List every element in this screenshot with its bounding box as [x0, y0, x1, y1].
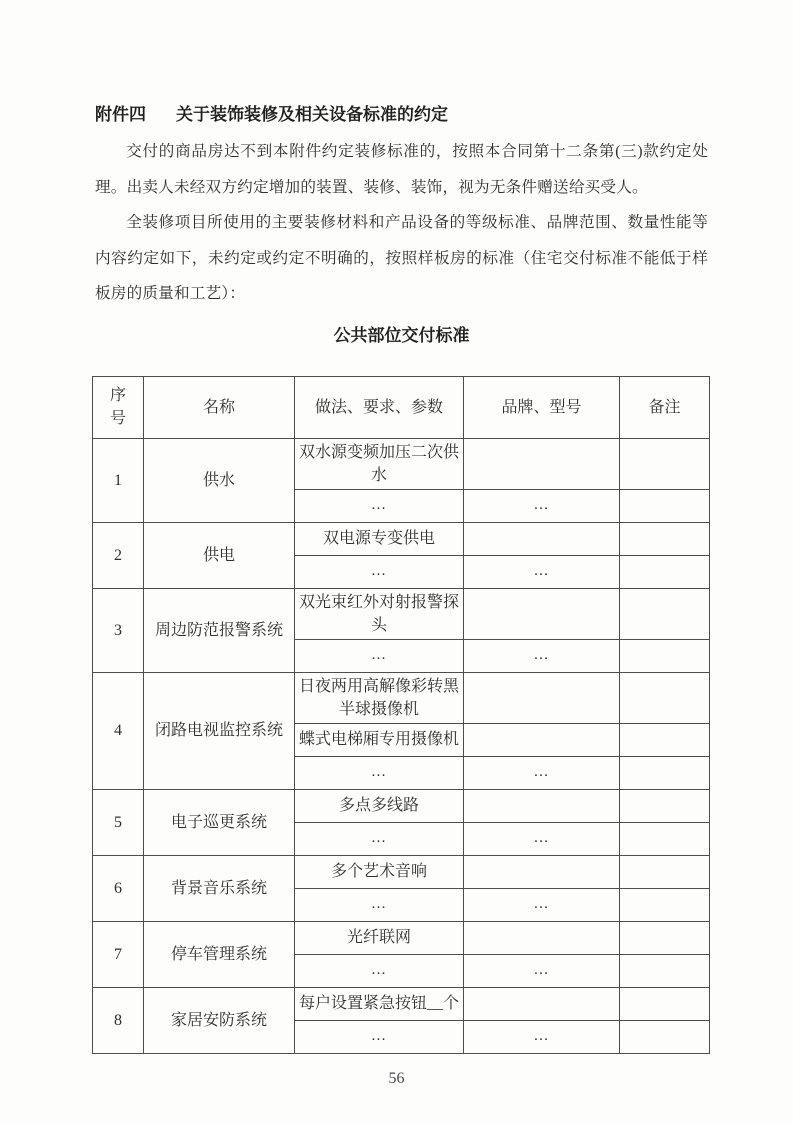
method-cell: 多点多线路: [295, 789, 464, 822]
method-cell: 蝶式电梯厢专用摄像机: [295, 723, 464, 756]
method-cell: 光纤联网: [295, 921, 464, 954]
note-cell: [620, 756, 710, 789]
note-cell: [620, 888, 710, 921]
method-cell: …: [295, 1020, 464, 1053]
method-cell: …: [295, 954, 464, 987]
standards-table: [92, 376, 710, 1054]
note-cell: [620, 639, 710, 672]
paragraph-delivery-standard: 交付的商品房达不到本附件约定装修标准的，按照本合同第十二条第(三)款约定处理。出卖人未经双方约定增加的装置、装修、装饰，视为无条件赠送给买受人。: [95, 143, 708, 196]
method-cell: 双电源专变供电: [295, 522, 464, 555]
brand-cell: [464, 987, 620, 1020]
note-cell: [620, 588, 710, 639]
name-cell: 停车管理系统: [144, 921, 295, 987]
note-cell: [620, 822, 710, 855]
brand-cell: [464, 921, 620, 954]
name-cell: 家居安防系统: [144, 987, 295, 1053]
brand-cell: …: [464, 888, 620, 921]
brand-cell: …: [464, 954, 620, 987]
brand-cell: [464, 438, 620, 489]
brand-cell: …: [464, 555, 620, 588]
note-cell: [620, 723, 710, 756]
note-cell: [620, 555, 710, 588]
brand-cell: [464, 522, 620, 555]
brand-cell: …: [464, 756, 620, 789]
serial-cell: 4: [93, 672, 144, 789]
name-cell: 供电: [144, 522, 295, 588]
header-method: 做法、要求、参数: [295, 376, 464, 438]
table-row: [93, 672, 710, 723]
serial-cell: 2: [93, 522, 144, 588]
note-cell: [620, 855, 710, 888]
brand-cell: …: [464, 639, 620, 672]
brand-cell: [464, 789, 620, 822]
note-cell: [620, 987, 710, 1020]
method-cell: 日夜两用高解像彩转黑半球摄像机: [295, 672, 464, 723]
name-cell: 周边防范报警系统: [144, 588, 295, 672]
serial-cell: 6: [93, 855, 144, 921]
note-cell: [620, 438, 710, 489]
table-row: [93, 438, 710, 489]
brand-cell: …: [464, 1020, 620, 1053]
method-cell: 多个艺术音响: [295, 855, 464, 888]
name-cell: 闭路电视监控系统: [144, 672, 295, 789]
header-name: 名称: [144, 376, 295, 438]
table-row: [93, 987, 710, 1020]
attachment-title: 关于装饰装修及相关设备标准的约定: [176, 105, 448, 124]
brand-cell: …: [464, 822, 620, 855]
page-number: 56: [388, 1070, 405, 1087]
serial-cell: 5: [93, 789, 144, 855]
table-row: [93, 855, 710, 888]
brand-cell: [464, 588, 620, 639]
table-title: 公共部位交付标准: [333, 325, 470, 345]
attachment-label: 附件四: [95, 105, 146, 124]
serial-cell: 1: [93, 438, 144, 522]
name-cell: 供水: [144, 438, 295, 522]
note-cell: [620, 1020, 710, 1053]
header-serial: 序 号: [93, 376, 144, 438]
note-cell: [620, 789, 710, 822]
name-cell: 背景音乐系统: [144, 855, 295, 921]
note-cell: [620, 522, 710, 555]
serial-cell: 3: [93, 588, 144, 672]
note-cell: [620, 954, 710, 987]
table-row: [93, 789, 710, 822]
serial-cell: 7: [93, 921, 144, 987]
attachment-heading: [95, 102, 708, 128]
note-cell: [620, 921, 710, 954]
header-remark: 备注: [620, 376, 710, 438]
method-cell: …: [295, 489, 464, 522]
doc-content: [95, 102, 708, 1054]
header-brand: 品牌、型号: [464, 376, 620, 438]
table-row: [93, 522, 710, 555]
method-cell: 双水源变频加压二次供水: [295, 438, 464, 489]
method-cell: 每户设置紧急按钮__个: [295, 987, 464, 1020]
method-cell: …: [295, 756, 464, 789]
paragraph-materials: 全装修项目所使用的主要装修材料和产品设备的等级标准、品牌范围、数量性能等内容约定如下，未约定或约定不明确的，按照样板房的标准（住宅交付标准不能低于样板房的质量和工艺）：: [95, 214, 708, 303]
table-row: [93, 588, 710, 639]
note-cell: [620, 672, 710, 723]
serial-cell: 8: [93, 987, 144, 1053]
method-cell: 双光束红外对射报警探头: [295, 588, 464, 639]
method-cell: …: [295, 555, 464, 588]
name-cell: 电子巡更系统: [144, 789, 295, 855]
brand-cell: [464, 672, 620, 723]
method-cell: …: [295, 822, 464, 855]
brand-cell: [464, 855, 620, 888]
method-cell: …: [295, 639, 464, 672]
table-row: [93, 921, 710, 954]
brand-cell: …: [464, 489, 620, 522]
table-header-row: [93, 376, 710, 438]
method-cell: …: [295, 888, 464, 921]
note-cell: [620, 489, 710, 522]
brand-cell: [464, 723, 620, 756]
